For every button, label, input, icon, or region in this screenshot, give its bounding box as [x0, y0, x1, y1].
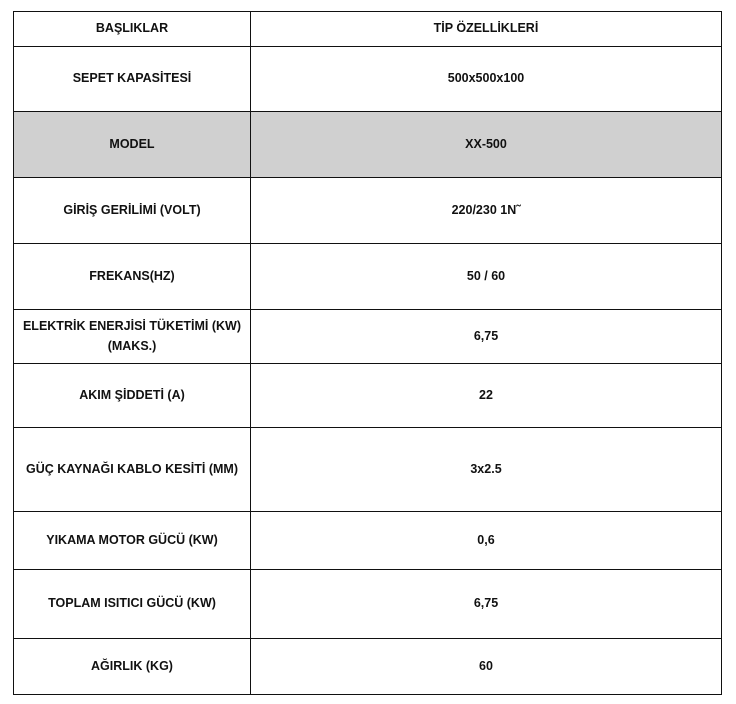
table-row: [14, 570, 722, 639]
row-value: 3x2.5: [251, 428, 722, 512]
row-value: 6,75: [251, 570, 722, 639]
row-label: TOPLAM ISITICI GÜCÜ (KW): [14, 570, 251, 639]
row-label: AKIM ŞİDDETİ (A): [14, 364, 251, 428]
table-row: [14, 47, 722, 112]
row-value: 500x500x100: [251, 47, 722, 112]
row-value: 0,6: [251, 512, 722, 570]
table-row: [14, 639, 722, 695]
row-label: SEPET KAPASİTESİ: [14, 47, 251, 112]
row-value: 50 / 60: [251, 244, 722, 310]
row-label: FREKANS(HZ): [14, 244, 251, 310]
table-row: [14, 364, 722, 428]
table-row: [14, 112, 722, 178]
column-header-basliklar: BAŞLIKLAR: [14, 12, 251, 47]
spec-table: [13, 11, 722, 695]
table-row: [14, 178, 722, 244]
row-label: GİRİŞ GERİLİMİ (VOLT): [14, 178, 251, 244]
column-header-tip-ozellikleri: TİP ÖZELLİKLERİ: [251, 12, 722, 47]
row-label: YIKAMA MOTOR GÜCÜ (KW): [14, 512, 251, 570]
row-value: 6,75: [251, 310, 722, 364]
row-value: 22: [251, 364, 722, 428]
table-row: [14, 310, 722, 364]
table-row: [14, 244, 722, 310]
row-label: MODEL: [14, 112, 251, 178]
row-value: 60: [251, 639, 722, 695]
table-row: [14, 428, 722, 512]
row-label: AĞIRLIK (KG): [14, 639, 251, 695]
row-label: GÜÇ KAYNAĞI KABLO KESİTİ (MM): [14, 428, 251, 512]
row-value: XX-500: [251, 112, 722, 178]
table-header-row: [14, 12, 722, 47]
row-label: ELEKTRİK ENERJİSİ TÜKETİMİ (KW) (MAKS.): [14, 310, 251, 364]
table-row: [14, 512, 722, 570]
row-value: 220/230 1N˜: [251, 178, 722, 244]
